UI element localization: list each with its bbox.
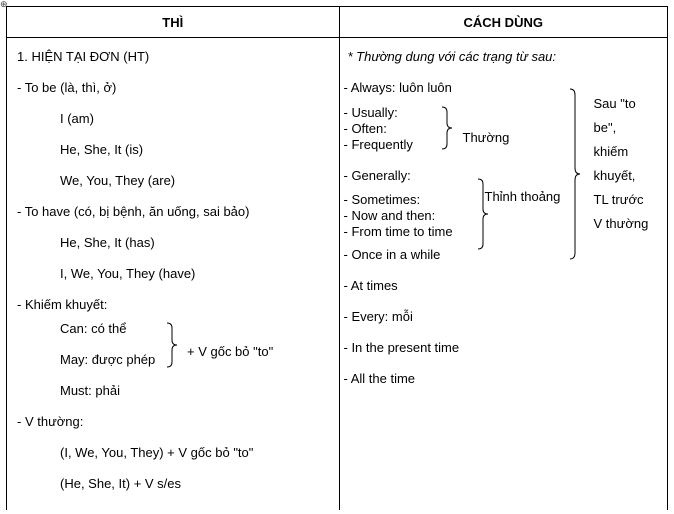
adverb-all-the-time: - All the time <box>343 371 416 386</box>
verb-item: (I, We, You, They) + V gốc bỏ "to" <box>60 445 254 460</box>
side-note-line: khiếm <box>593 144 629 159</box>
group1-label: Thường <box>462 130 510 145</box>
verb-title: - V thường: <box>17 414 84 429</box>
adverb-at-times: - At times <box>343 278 398 293</box>
group1-brace-icon <box>440 106 454 150</box>
adverb-sometimes: - Sometimes: <box>343 192 421 207</box>
usage-intro: * Thường dung với các trạng từ sau: <box>347 49 557 64</box>
adverb-usually: - Usually: <box>343 105 398 120</box>
adverb-from-time-to-time: - From time to time <box>343 224 453 239</box>
verb-item: (He, She, It) + V s/es <box>60 476 182 491</box>
tense-cell <box>7 38 340 511</box>
adverb-every: - Every: mỗi <box>343 309 413 324</box>
adverb-once-in-a-while: - Once in a while <box>343 247 441 262</box>
modal-title: - Khiếm khuyết: <box>17 297 108 312</box>
group2-label: Thỉnh thoảng <box>484 189 561 204</box>
tobe-item: We, You, They (are) <box>60 173 176 188</box>
adverb-generally: - Generally: <box>343 168 411 183</box>
tobe-title: - To be (là, thì, ở) <box>17 80 117 95</box>
content-row <box>7 38 668 511</box>
side-note-line: khuyết, <box>593 168 636 183</box>
header-row <box>7 7 668 38</box>
header-tense: THÌ <box>7 7 340 38</box>
modal-brace-icon <box>165 322 179 368</box>
modal-item: Can: có thể <box>60 321 127 336</box>
tobe-item: I (am) <box>60 111 94 126</box>
side-note-line: be", <box>593 120 617 135</box>
adverb-present-time: - In the present time <box>343 340 460 355</box>
adverb-always: - Always: luôn luôn <box>343 80 452 95</box>
modal-item: May: được phép <box>60 352 156 367</box>
grammar-table <box>6 6 668 510</box>
side-note-line: Sau "to <box>593 96 636 111</box>
tense-heading: 1. HIỆN TẠI ĐƠN (HT) <box>17 49 150 64</box>
table-move-handle-icon[interactable]: ⊕ <box>0 0 8 9</box>
tohave-title: - To have (có, bị bệnh, ăn uống, sai bảo) <box>17 204 250 219</box>
usage-cell <box>339 38 668 511</box>
adverb-frequently: - Frequently <box>343 137 413 152</box>
tobe-item: He, She, It (is) <box>60 142 144 157</box>
modal-note: + V gốc bỏ "to" <box>187 344 274 359</box>
side-note-brace-icon <box>568 88 582 260</box>
modal-item: Must: phải <box>60 383 120 398</box>
header-usage: CÁCH DÙNG <box>339 7 668 38</box>
side-note-line: V thường <box>593 216 649 231</box>
tohave-item: I, We, You, They (have) <box>60 266 196 281</box>
tohave-item: He, She, It (has) <box>60 235 155 250</box>
adverb-now-and-then: - Now and then: <box>343 208 436 223</box>
adverb-often: - Often: <box>343 121 387 136</box>
side-note-line: TL trước <box>593 192 644 207</box>
